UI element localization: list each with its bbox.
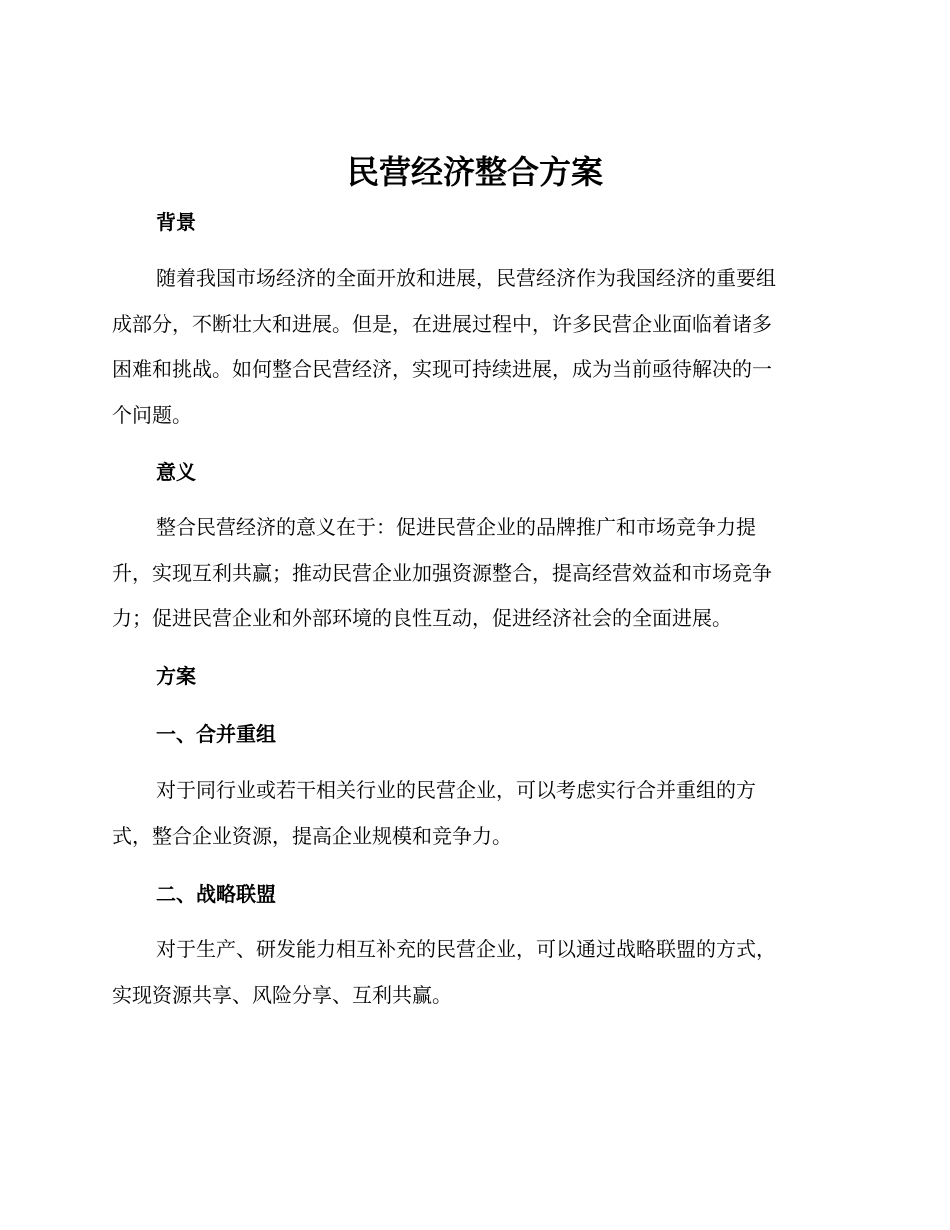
paragraph-line: 式，整合企业资源，提高企业规模和竞争力。: [112, 823, 512, 848]
paragraph-alliance: [112, 927, 832, 1018]
paragraph-line: 升，实现互利共赢；推动民营企业加强资源整合，提高经营效益和市场竞争: [112, 560, 772, 585]
paragraph-line: 个问题。: [112, 402, 192, 427]
paragraph-line: 力；促进民营企业和外部环境的良性互动，促进经济社会的全面进展。: [112, 606, 732, 630]
section-heading-alliance: 二、战略联盟: [156, 882, 276, 906]
paragraph-significance: [112, 505, 832, 642]
paragraph-line: 随着我国市场经济的全面开放和进展，民营经济作为我国经济的重要组: [156, 266, 776, 290]
paragraph-line: 对于生产、研发能力相互补充的民营企业，可以通过战略联盟的方式，: [156, 937, 776, 961]
paragraph-line: 对于同行业或若干相关行业的民营企业，可以考虑实行合并重组的方: [156, 778, 756, 802]
section-heading-plan: 方案: [156, 664, 196, 688]
paragraph-line: 困难和挑战。如何整合民营经济，实现可持续进展，成为当前亟待解决的一: [112, 357, 772, 381]
paragraph-line: 成部分，不断壮大和进展。但是，在进展过程中，许多民营企业面临着诸多: [112, 311, 772, 336]
section-heading-significance: 意义: [156, 460, 196, 484]
paragraph-line: 整合民营经济的意义在于：促进民营企业的品牌推广和市场竞争力提: [156, 515, 756, 539]
section-heading-merger: 一、合并重组: [156, 722, 276, 746]
document-title: 民营经济整合方案: [346, 153, 603, 191]
paragraph-merger: [112, 768, 832, 859]
section-heading-background: 背景: [156, 210, 196, 234]
paragraph-line: 实现资源共享、风险分享、互利共赢。: [112, 982, 452, 1007]
paragraph-background: [112, 256, 832, 438]
